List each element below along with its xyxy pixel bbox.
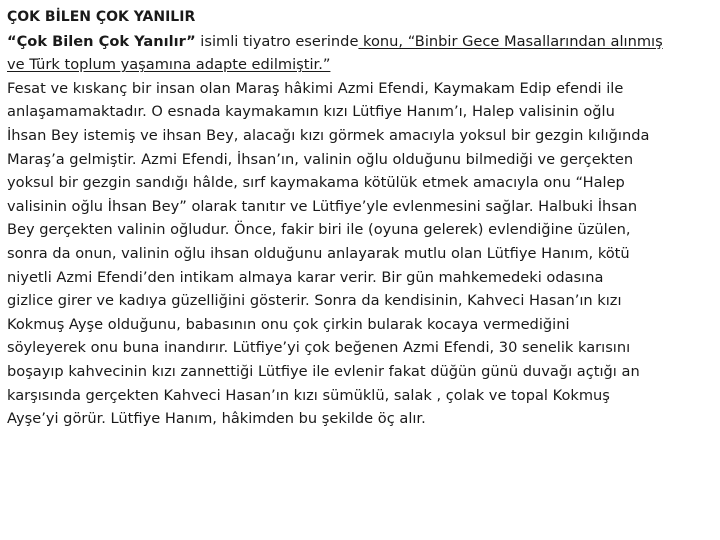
body-line: boşayıp kahvecinin kızı zannettiği Lütfiye ile evlenir fakat düğün günü duvağı açtığı an <box>7 362 640 380</box>
body-line: İhsan Bey istemiş ve ihsan Bey, alacağı kızı görmek amacıyla yoksul bir gezgin kılığında <box>7 126 650 144</box>
body-line: Fesat ve kıskanç bir insan olan Maraş hâkimi Azmi Efendi, Kaymakam Edip efendi ile <box>7 79 624 97</box>
body-line: gizlice girer ve kadıya güzelliğini gösterir. Sonra da kendisinin, Kahveci Hasan’ın kızı <box>7 292 622 310</box>
body-line: Ayşe’yi görür. Lütfiye Hanım, hâkimden bu şekilde öç alır. <box>7 410 426 428</box>
body-line: anlaşamamaktadır. O esnada kaymakamın kızı Lütfiye Hanım’ı, Halep valisinin oğlu <box>7 103 615 121</box>
body-line: Bey gerçekten valinin oğludur. Önce, fakir biri ile (oyuna gelerek) evlendiğine üzülen, <box>7 221 631 239</box>
body-line: valisinin oğlu İhsan Bey” olarak tanıtır ve Lütfiye’yle evlenmesini sağlar. Halbuki İhsan <box>7 197 638 215</box>
body-line: niyetli Azmi Efendi’den intikam almaya karar verir. Bir gün mahkemedeki odasına <box>7 268 604 286</box>
body-line: yoksul bir gezgin sandığı hâlde, sırf kaymakama kötülük etmek amacıyla onu “Halep <box>7 174 625 192</box>
body-line: karşısında gerçekten Kahveci Hasan’ın kızı sümüklü, salak , çolak ve topal Kokmuş <box>7 386 610 404</box>
body-line: Maraş’a gelmiştir. Azmi Efendi, İhsan’ın, valinin oğlu olduğunu bilmediği ve gerçekten <box>7 150 634 168</box>
body-line: sonra da onun, valinin oğlu ihsan olduğunu anlayarak mutlu olan Lütfiye Hanım, kötü <box>7 244 630 262</box>
intro-line-1 <box>7 30 713 54</box>
intro-underlined-2: ve Türk toplum yaşamına adapte edilmiştir.” <box>7 56 331 74</box>
document-title: ÇOK BİLEN ÇOK YANILIR <box>7 9 196 25</box>
play-name: “Çok Bilen Çok Yanılır” <box>7 32 196 50</box>
intro-underlined-1: konu, “Binbir Gece Masallarından alınmış <box>358 32 663 50</box>
intro-text: isimli tiyatro eserinde <box>195 32 359 50</box>
document-page <box>7 6 713 431</box>
body-line: söyleyerek onu buna inandırır. Lütfiye’yi çok beğenen Azmi Efendi, 30 senelik karısını <box>7 339 631 357</box>
body-line: Kokmuş Ayşe olduğunu, babasının onu çok çirkin bularak kocaya vermediğini <box>7 315 570 333</box>
